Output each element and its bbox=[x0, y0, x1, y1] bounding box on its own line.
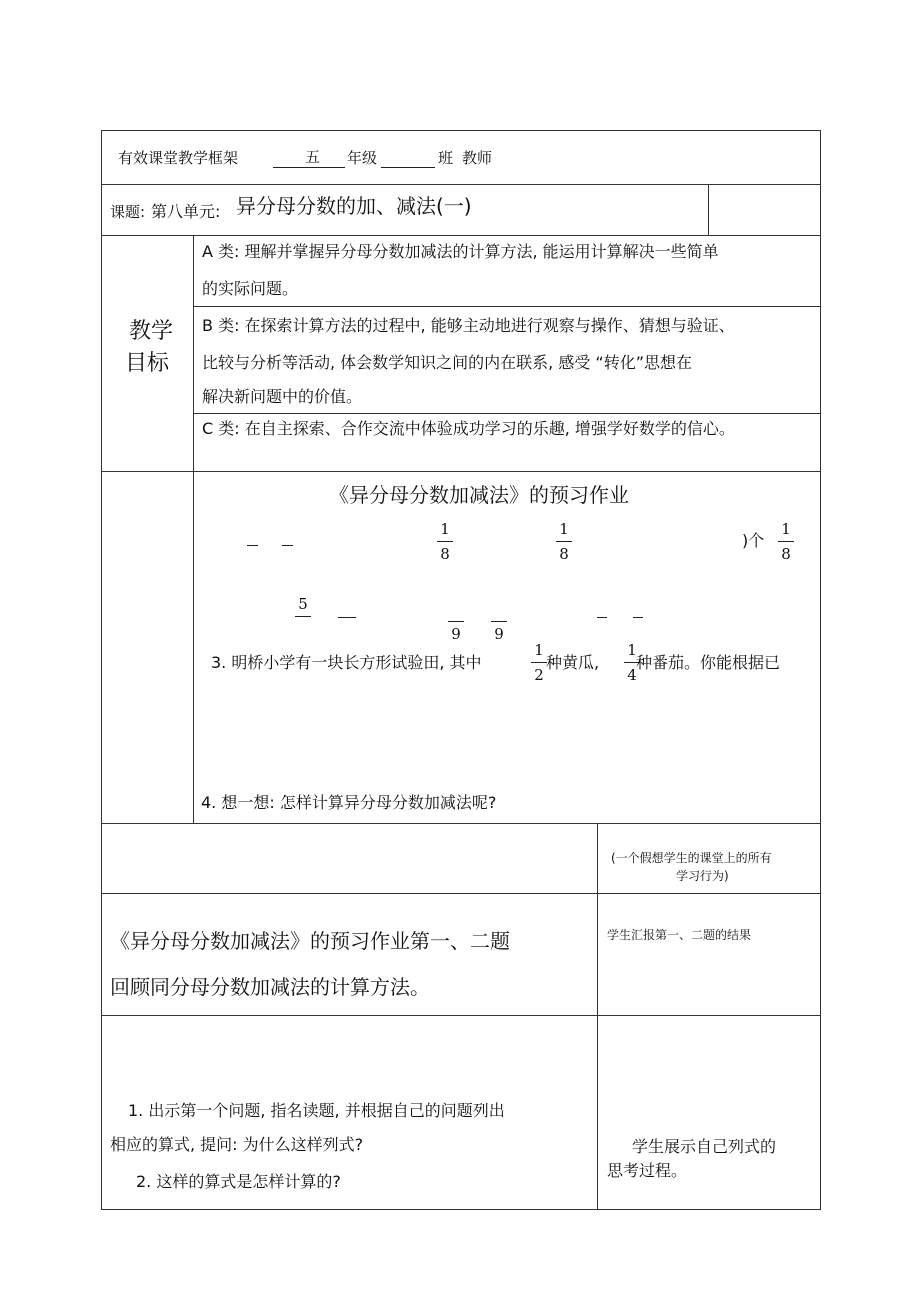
class-underline bbox=[381, 167, 435, 168]
objective-c-line1: C 类: 在自主探索、合作交流中体验成功学习的乐趣, 增强学好数学的信心。 bbox=[202, 419, 735, 438]
objective-b-line2: 比较与分析等活动, 体会数学知识之间的内在联系, 感受 “转化”思想在 bbox=[202, 353, 693, 372]
fraction-9 bbox=[491, 602, 507, 642]
problem-student-line1: 学生展示自己列式的 bbox=[632, 1137, 777, 1156]
row-divider bbox=[193, 413, 821, 414]
fraction-numerator: 1 bbox=[781, 520, 791, 538]
problem-student-line2: 思考过程。 bbox=[607, 1161, 688, 1180]
teacher-label: 教师 bbox=[462, 149, 493, 167]
question-3-start: 3. 明桥小学有一块长方形试验田, 其中 bbox=[211, 653, 482, 672]
grade-label: 年级 bbox=[347, 149, 378, 167]
row-divider bbox=[101, 184, 821, 185]
fraction-9 bbox=[448, 602, 464, 642]
fraction-numerator: 1 bbox=[534, 641, 544, 659]
fraction-numerator: 1 bbox=[627, 641, 637, 659]
question-3-end: 种番茄。你能根据已 bbox=[636, 653, 781, 672]
problem-line3: 2. 这样的算式是怎样计算的? bbox=[136, 1172, 341, 1191]
fraction-denominator: 2 bbox=[534, 666, 544, 684]
fraction-denominator: 8 bbox=[559, 545, 569, 563]
table-border-left bbox=[101, 130, 102, 1210]
fraction-numerator bbox=[454, 600, 459, 618]
objective-b-line1: B 类: 在探索计算方法的过程中, 能够主动地进行观察与操作、猜想与验证、 bbox=[202, 316, 735, 335]
assumption-note-line1: (一个假想学生的课堂上的所有 bbox=[611, 851, 772, 865]
objectives-label-line2: 目标 bbox=[125, 351, 170, 376]
class-label: 班 bbox=[438, 149, 454, 167]
grade-underline bbox=[273, 167, 345, 168]
lesson-label: 课题: bbox=[110, 203, 146, 221]
preview-title: 《异分母分数加减法》的预习作业 bbox=[329, 483, 629, 507]
frame-title: 有效课堂教学框架 bbox=[118, 149, 239, 167]
lesson-title: 异分母分数的加、减法(一) bbox=[236, 194, 472, 218]
col-divider bbox=[193, 235, 194, 823]
fraction-1-8 bbox=[437, 522, 453, 562]
assumption-note-line2: 学习行为) bbox=[676, 869, 729, 883]
fraction-denominator: 8 bbox=[440, 545, 450, 563]
blank-dash bbox=[633, 617, 643, 618]
table-border-top bbox=[101, 130, 821, 131]
question-4: 4. 想一想: 怎样计算异分母分数加减法呢? bbox=[201, 793, 497, 812]
review-line2: 回顾同分母分数加减法的计算方法。 bbox=[110, 975, 430, 999]
fraction-numerator: 1 bbox=[440, 520, 450, 538]
fraction-numerator: 5 bbox=[298, 595, 308, 613]
fraction-denominator: 4 bbox=[627, 666, 637, 684]
blank-dash bbox=[338, 617, 356, 618]
table-border-right bbox=[820, 130, 821, 1210]
fraction-denominator: 9 bbox=[451, 625, 461, 643]
objective-b-line3: 解决新问题中的价值。 bbox=[202, 387, 363, 406]
paren-text: )个 bbox=[742, 531, 765, 550]
row-divider bbox=[193, 306, 821, 307]
fraction-numerator: 1 bbox=[559, 520, 569, 538]
fraction-numerator bbox=[497, 600, 502, 618]
fraction-denominator: 9 bbox=[494, 625, 504, 643]
objective-a-line1: A 类: 理解并掌握异分母分数加减法的计算方法, 能运用计算解决一些简单 bbox=[202, 242, 719, 261]
review-line1: 《异分母分数加减法》的预习作业第一、二题 bbox=[110, 929, 510, 953]
row-divider bbox=[101, 235, 821, 236]
lesson-unit: 第八单元: bbox=[151, 202, 221, 221]
objective-a-line2: 的实际问题。 bbox=[202, 279, 299, 298]
table-border-bottom bbox=[101, 1209, 821, 1210]
fraction-1-2 bbox=[531, 643, 547, 683]
objectives-label-line1: 教学 bbox=[129, 319, 174, 344]
col-divider bbox=[708, 184, 709, 235]
review-student: 学生汇报第一、二题的结果 bbox=[607, 928, 752, 942]
row-divider bbox=[101, 893, 821, 894]
blank-dash bbox=[282, 545, 293, 546]
row-divider bbox=[101, 471, 821, 472]
col-divider bbox=[597, 823, 598, 1209]
fraction-5 bbox=[295, 597, 311, 622]
fraction-1-8 bbox=[778, 522, 794, 562]
fraction-1-8 bbox=[556, 522, 572, 562]
question-3-mid: 种黄瓜, bbox=[546, 653, 600, 672]
row-divider bbox=[101, 1015, 821, 1016]
problem-line1: 1. 出示第一个问题, 指名读题, 并根据自己的问题列出 bbox=[128, 1101, 505, 1120]
fraction-denominator: 8 bbox=[781, 545, 791, 563]
problem-line2: 相应的算式, 提问: 为什么这样列式? bbox=[110, 1135, 364, 1154]
row-divider bbox=[101, 823, 821, 824]
blank-dash bbox=[247, 545, 258, 546]
grade-value: 五 bbox=[305, 148, 321, 166]
blank-dash bbox=[597, 617, 607, 618]
